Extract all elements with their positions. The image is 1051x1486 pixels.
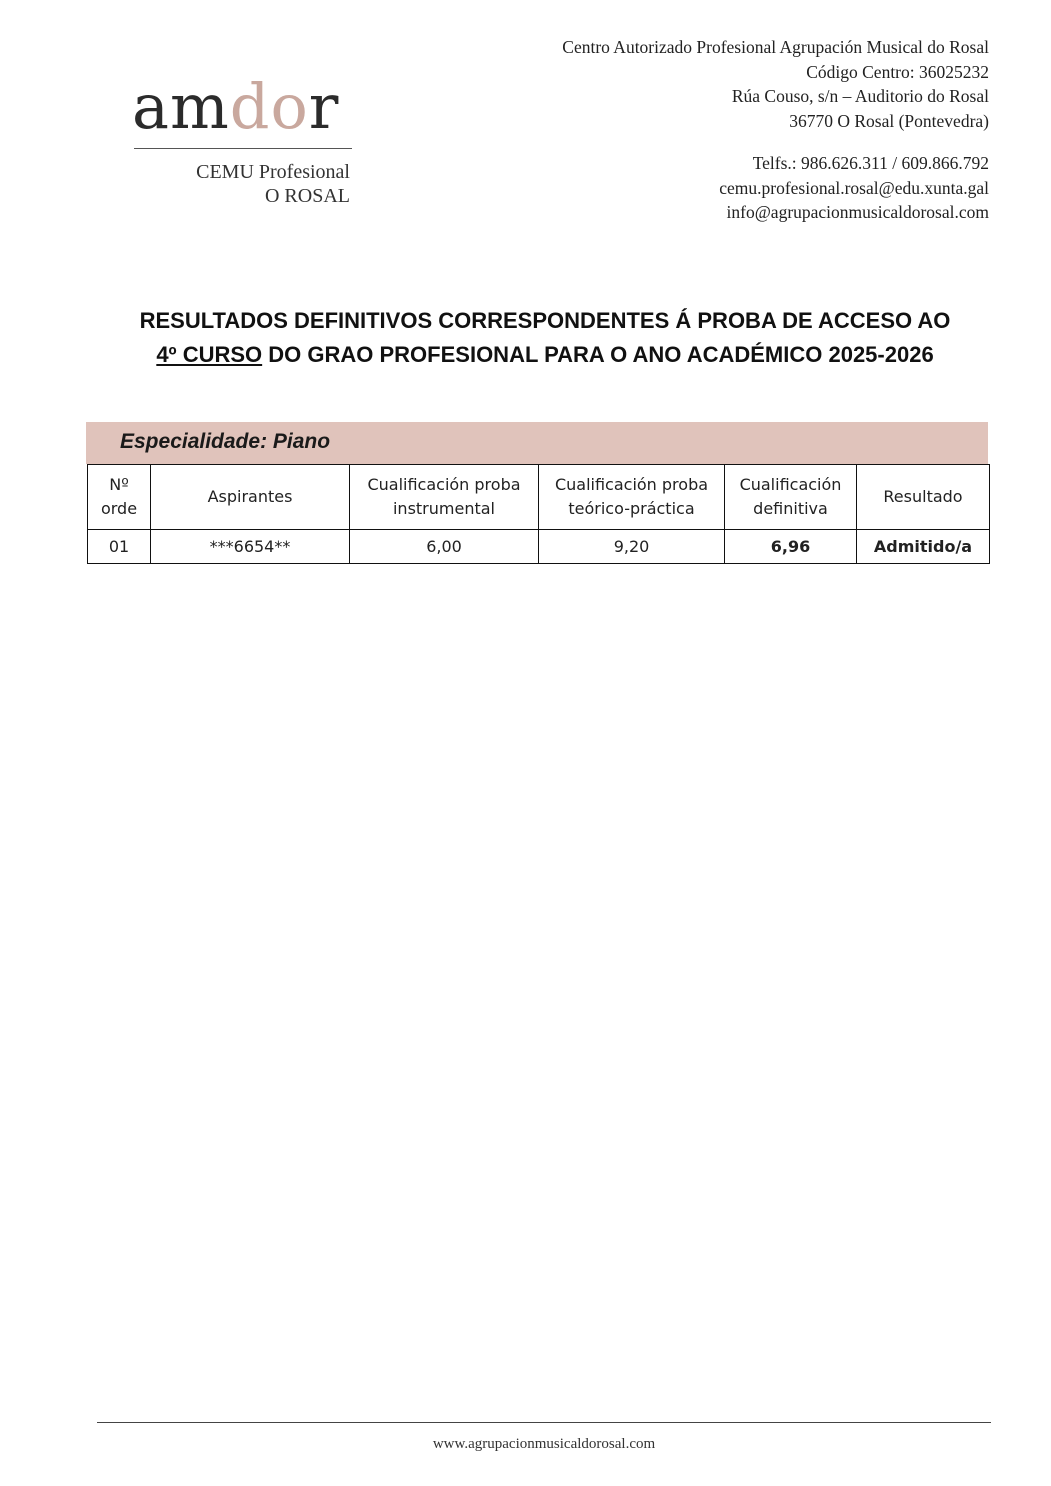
footer-divider — [97, 1422, 991, 1423]
logo-wordmark: amdor — [132, 70, 340, 143]
column-header-theory: Cualificación proba teórico-práctica — [539, 465, 725, 530]
table-header-row — [88, 465, 990, 530]
logo-subtitle-line1: CEMU Profesional — [196, 161, 350, 183]
column-header-final: Cualificación definitiva — [725, 465, 857, 530]
results-table — [87, 464, 990, 564]
email-2: info@agrupacionmusicaldorosal.com — [726, 202, 989, 222]
logo-subtitle-line2: O ROSAL — [264, 185, 350, 207]
title-line-2 — [86, 338, 1004, 372]
title-line-2-rest: DO GRAO PROFESIONAL PARA O ANO ACADÉMICO 2025-2026 — [262, 342, 934, 367]
table-row — [88, 530, 990, 564]
cell-instrumental: 6,00 — [350, 530, 539, 564]
specialty-label: Especialidade: Piano — [120, 430, 331, 453]
title-line-1: RESULTADOS DEFINITIVOS CORRESPONDENTES Á PROBA DE ACCESO AO — [139, 308, 951, 333]
title-course: 4º CURSO — [156, 342, 263, 367]
cell-order: 01 — [88, 530, 151, 564]
cell-theory: 9,20 — [539, 530, 725, 564]
email-1: cemu.profesional.rosal@edu.xunta.gal — [719, 177, 989, 198]
cell-final: 6,96 — [725, 530, 857, 564]
column-header-applicants: Aspirantes — [151, 465, 350, 530]
document-title — [86, 304, 1004, 372]
logo-subtitle — [128, 160, 350, 208]
contact-spacer — [562, 133, 989, 151]
column-header-result: Resultado — [857, 465, 990, 530]
address-line-1: Rúa Couso, s/n – Auditorio do Rosal — [731, 86, 989, 106]
footer-website: www.agrupacionmusicaldorosal.com — [432, 1436, 656, 1452]
centre-code: Código Centro: 36025232 — [806, 61, 989, 82]
centre-name: Centro Autorizado Profesional Agrupación Musical do Rosal — [562, 37, 989, 57]
logo-divider — [134, 148, 352, 149]
address-line-2: 36770 O Rosal (Pontevedra) — [789, 110, 989, 131]
column-header-order: Nº orde — [88, 465, 151, 530]
contact-block — [562, 35, 989, 225]
cell-applicant: ***6654** — [151, 530, 350, 564]
specialty-bar — [86, 422, 988, 464]
phone-numbers: Telfs.: 986.626.311 / 609.866.792 — [752, 153, 989, 173]
column-header-instrumental: Cualificación proba instrumental — [350, 465, 539, 530]
logo — [128, 70, 368, 207]
cell-result: Admitido/a — [857, 530, 990, 564]
